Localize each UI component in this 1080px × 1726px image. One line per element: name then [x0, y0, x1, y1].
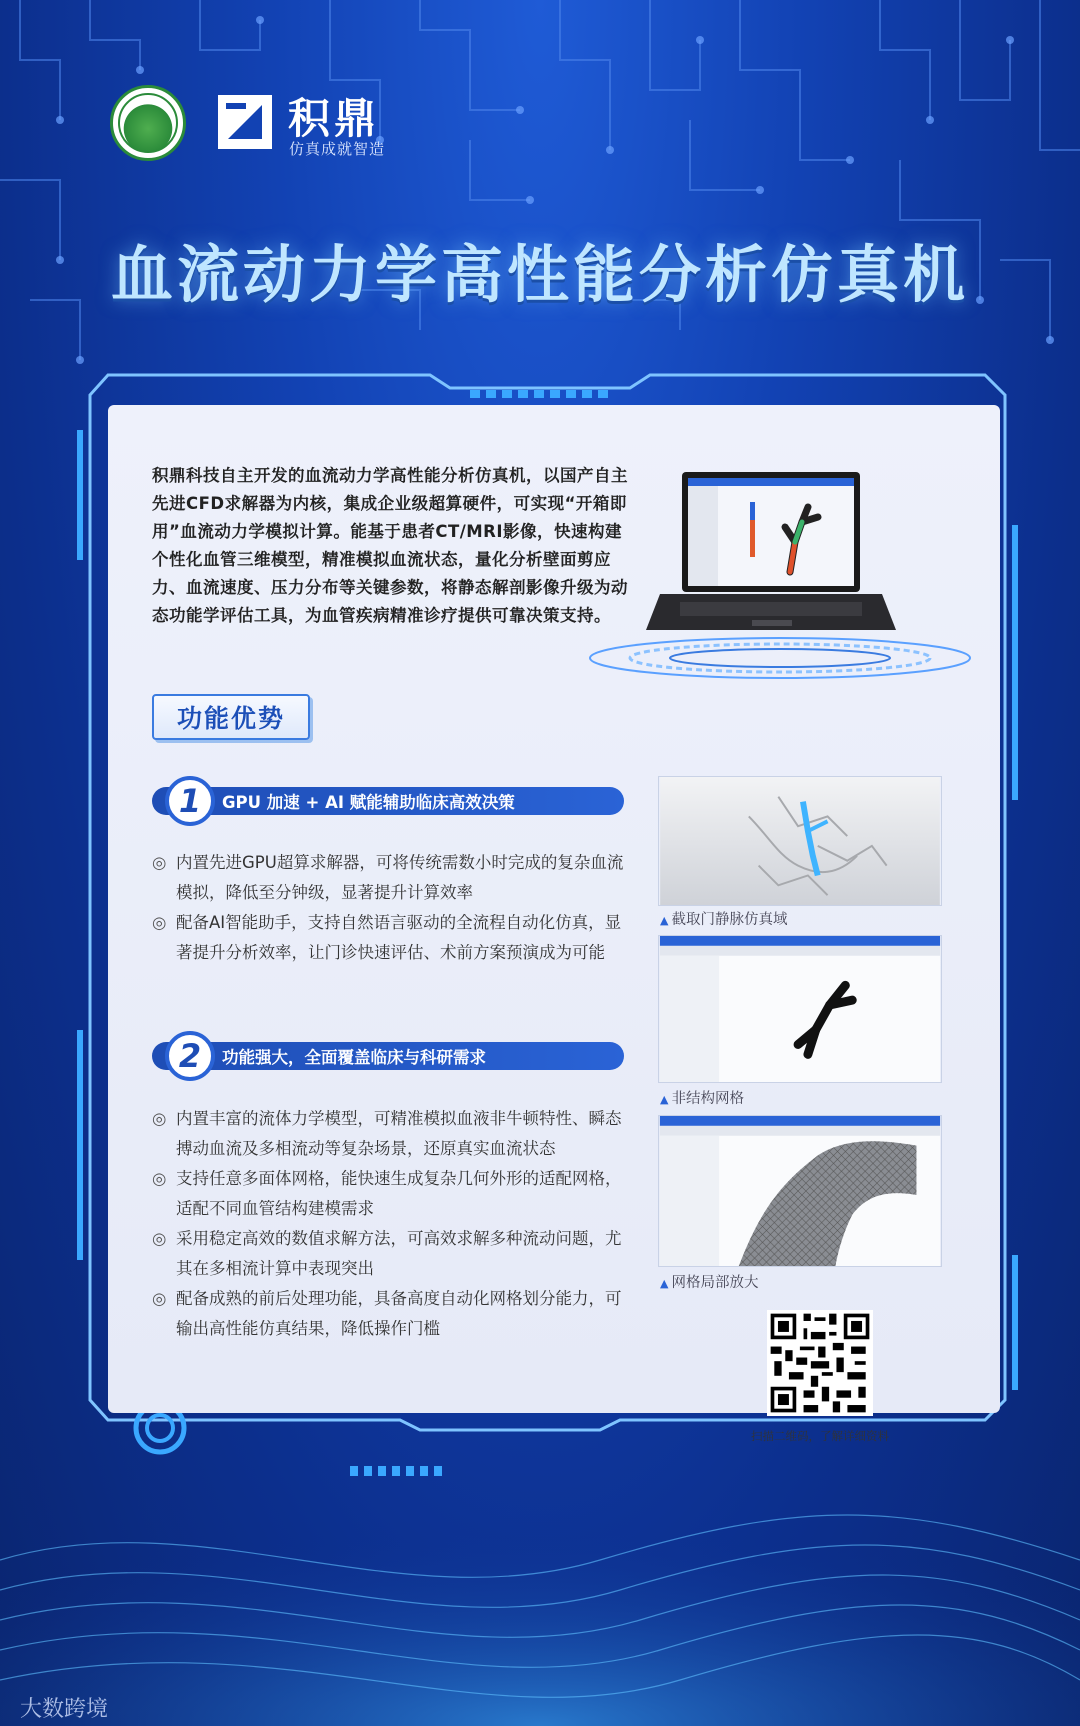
list-item: ◎ 配备AI智能助手，支持自然语言驱动的全流程自动化仿真，显著提升分析效率，让门诊快速评估、术前方案预演成为可能: [152, 908, 632, 968]
intro-text: 积鼎科技自主开发的血流动力学高性能分析仿真机，以国产自主先进CFD求解器为内核，集成企业级超算硬件，可实现“开箱即用”血流动力学模拟计算。能基于患者CT/MRI影像，快速构建个性化血管三维模型，精准模拟血流状态，量化分析壁面剪应力、血流速度、压力分布等关键参数，将静态解剖影像升级为动态功能学评估工具，为血管疾病精准诊疗提供可靠决策支持。: [152, 466, 628, 625]
bullet-icon: ◎: [152, 853, 167, 872]
bullet-icon: ◎: [152, 1169, 167, 1188]
feature-2-list: [152, 1104, 632, 1344]
caption-2: ▲ 非结构网格: [660, 1091, 744, 1107]
feature-1-number: 1: [165, 776, 215, 826]
watermark: 大数跨境: [20, 1697, 109, 1722]
list-item: ◎ 内置先进GPU超算求解器，可将传统需数小时完成的复杂血流模拟，降低至分钟级，显著提升计算效率: [152, 848, 632, 908]
bullet-icon: ◎: [152, 913, 167, 932]
list-item: ◎ 支持任意多面体网格，能快速生成复杂几何外形的适配网格，适配不同血管结构建模需求: [152, 1164, 632, 1224]
brand-slogan: 仿真成就智造: [289, 140, 386, 158]
feature-2-bar: [152, 1042, 624, 1070]
qr-caption: 扫描二维码，了解详细资料: [751, 1429, 889, 1443]
bullet-icon: ◎: [152, 1109, 167, 1128]
mesh-zoom-image: [658, 1115, 942, 1267]
feature-1-bar: [152, 787, 624, 815]
portal-vein-image: [658, 776, 942, 906]
laptop-icon: [580, 462, 980, 682]
triangle-icon: ▲: [660, 1277, 669, 1290]
brand-name: 积鼎: [288, 94, 381, 143]
qr-code-icon: [767, 1310, 873, 1416]
list-item: ◎ 配备成熟的前后处理功能，具备高度自动化网格划分能力，可输出高性能仿真结果，降低操作门槛: [152, 1284, 632, 1344]
caption-3: ▲ 网格局部放大: [660, 1275, 759, 1291]
list-item: ◎ 内置丰富的流体力学模型，可精准模拟血液非牛顿特性、瞬态搏动血流及多相流动等复杂场景，还原真实血流状态: [152, 1104, 632, 1164]
page-title: 血流动力学高性能分析仿真机: [110, 238, 969, 311]
caption-1: ▲ 截取门静脉仿真域: [660, 912, 788, 928]
feature-1-list: [152, 848, 632, 968]
feature-1-title: GPU 加速 + AI 赋能辅助临床高效决策: [222, 793, 515, 812]
feature-2-number: 2: [165, 1031, 215, 1081]
unstructured-mesh-image: [658, 935, 942, 1083]
section-label: 功能优势: [152, 694, 310, 740]
list-item: ◎ 采用稳定高效的数值求解方法，可高效求解多种流动问题，尤其在多相流计算中表现突出: [152, 1224, 632, 1284]
feature-2-title: 功能强大，全面覆盖临床与科研需求: [222, 1048, 486, 1067]
bullet-icon: ◎: [152, 1229, 167, 1248]
bullet-icon: ◎: [152, 1289, 167, 1308]
triangle-icon: ▲: [660, 1093, 669, 1106]
triangle-icon: ▲: [660, 914, 669, 927]
